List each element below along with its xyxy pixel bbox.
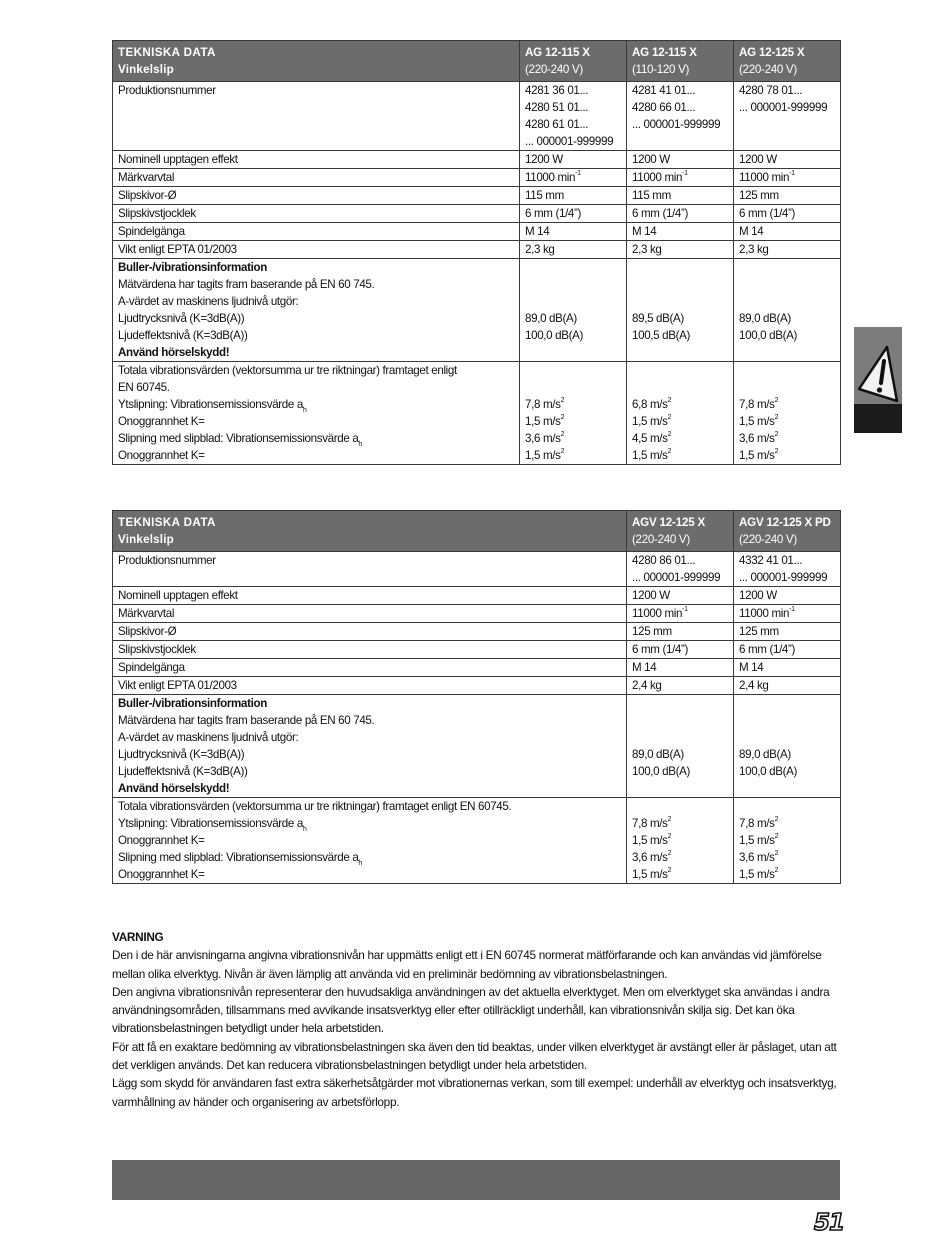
number: 3,6: [739, 432, 755, 445]
vib-value: 3,6 $m/s^2$: [739, 850, 779, 864]
cell-value: M 14: [734, 659, 841, 677]
cell-line: 100,0 dB(A): [632, 765, 691, 778]
uncertainty-label: Onoggrannhet K=: [118, 834, 205, 847]
unit: m/s: [756, 432, 775, 445]
vib-value: 1,5 $m/s^2$: [632, 448, 672, 462]
cell-line: ... 000001-999999: [739, 571, 828, 584]
cell-value: [627, 169, 734, 187]
row-label: Märkvarvtal: [113, 605, 627, 623]
vib-value: 1,5 $m/s^2$: [739, 833, 779, 847]
cell-line: 4280 86 01...: [632, 554, 696, 567]
row-label: Spindelgänga: [113, 659, 627, 677]
cell-value: [734, 82, 841, 151]
table-row-vibration: [113, 362, 841, 465]
cell-value: [627, 695, 734, 798]
cell-value: 6 mm (1/4”): [734, 205, 841, 223]
table-row: [113, 641, 841, 659]
table-row: [113, 151, 841, 169]
uncertainty-label: Onoggrannhet K=: [118, 415, 205, 428]
cutting-label: [118, 849, 621, 866]
row-label: Produktionsnummer: [113, 552, 627, 587]
unit: m/s: [649, 868, 668, 881]
cell-value: 6 mm (1/4”): [520, 205, 627, 223]
table-row: [113, 205, 841, 223]
cutting-label: [118, 430, 514, 447]
table-header-title: [113, 41, 520, 82]
speed-value: 11000 min: [739, 171, 790, 184]
row-label: Vikt enligt EPTA 01/2003: [113, 677, 627, 695]
cell-value: 6 mm (1/4”): [627, 205, 734, 223]
table-row: [113, 587, 841, 605]
row-label: Vikt enligt EPTA 01/2003: [113, 241, 520, 259]
cell-line: 100,0 dB(A): [739, 765, 798, 778]
warning-title: VARNING: [112, 930, 164, 944]
number: 7,8: [632, 817, 648, 830]
speed-value: 11000 min: [739, 607, 790, 620]
model-header: [627, 511, 734, 552]
speed-value: 11000 min: [525, 171, 576, 184]
cell-line: 4281 41 01...: [632, 84, 696, 97]
vibration-intro: EN 60745.: [118, 381, 170, 394]
noise-text: Mätvärdena har tagits fram baserande på EN 60 745.: [118, 278, 375, 291]
noise-title: Buller-/vibrationsinformation: [118, 697, 267, 710]
header-subtitle: Vinkelslip: [118, 533, 174, 546]
noise-text: A-värdet av maskinens ljudnivå utgör:: [118, 731, 299, 744]
number: 6,8: [632, 398, 648, 411]
cell-value: [627, 259, 734, 362]
vib-value: 7,8 $m/s^2$: [739, 397, 779, 411]
cell-value: 115 mm: [627, 187, 734, 205]
cell-line: 4280 78 01...: [739, 84, 803, 97]
label-text: Ytslipning: Vibrationsemissionsvärde a: [118, 817, 303, 830]
cell-value: 2,3 kg: [627, 241, 734, 259]
cell-value: [627, 605, 734, 623]
cell-value: 6 mm (1/4”): [734, 641, 841, 659]
row-label: [113, 259, 520, 362]
model-header: [520, 41, 627, 82]
model-header: [627, 41, 734, 82]
cell-line: 89,0 dB(A): [739, 312, 791, 325]
sound-power-label: Ljudeffektsnivå (K=3dB(A)): [118, 329, 248, 342]
number: 7,8: [525, 398, 541, 411]
unit: m/s: [649, 834, 668, 847]
subscript: h: [302, 826, 307, 833]
cell-value: [734, 259, 841, 362]
cell-value: 1200 W: [627, 151, 734, 169]
warning-triangle-icon: [857, 345, 899, 403]
number: 4,5: [632, 432, 648, 445]
table-row: [113, 82, 841, 151]
number: 1,5: [632, 834, 648, 847]
cell-line: 4281 36 01...: [525, 84, 589, 97]
table-header-title: [113, 511, 627, 552]
cell-value: [734, 362, 841, 465]
cell-value: [520, 362, 627, 465]
cell-line: 89,0 dB(A): [632, 748, 684, 761]
unit: m/s: [756, 398, 775, 411]
surface-grinding-label: [118, 396, 514, 413]
table-header-row: [113, 511, 841, 552]
cell-value: [734, 798, 841, 884]
vib-value: 7,8 $m/s^2$: [739, 816, 779, 830]
header-subtitle: Vinkelslip: [118, 63, 174, 76]
number: 1,5: [739, 415, 755, 428]
vib-value: 3,6 $m/s^2$: [632, 850, 672, 864]
unit-exponent: -1: [682, 170, 688, 177]
vib-value: 3,6 $m/s^2$: [739, 431, 779, 445]
vib-value: 1,5 $m/s^2$: [632, 867, 672, 881]
vibration-intro: Totala vibrationsvärden (vektorsumma ur tre riktningar) framtaget enligt EN 60745.: [118, 800, 512, 813]
unit: m/s: [542, 432, 561, 445]
cell-value: [734, 169, 841, 187]
sound-pressure-label: Ljudtrycksnivå (K=3dB(A)): [118, 748, 245, 761]
cell-line: 100,5 dB(A): [632, 329, 691, 342]
noise-title: Buller-/vibrationsinformation: [118, 261, 267, 274]
cell-value: 2,4 kg: [734, 677, 841, 695]
noise-text: Mätvärdena har tagits fram baserande på EN 60 745.: [118, 714, 375, 727]
unit-exponent: -1: [682, 606, 688, 613]
table-row: [113, 659, 841, 677]
number: 7,8: [739, 398, 755, 411]
cell-value: 2,3 kg: [520, 241, 627, 259]
table-row: [113, 169, 841, 187]
vibration-intro: Totala vibrationsvärden (vektorsumma ur tre riktningar) framtaget enligt: [118, 364, 457, 377]
cell-value: 2,4 kg: [627, 677, 734, 695]
vib-value: 1,5 $m/s^2$: [739, 448, 779, 462]
vib-value: 3,6 $m/s^2$: [525, 431, 565, 445]
hearing-protection-note: Använd hörselskydd!: [118, 782, 230, 795]
section-side-tab: [854, 327, 902, 433]
warning-paragraph: Den i de här anvisningarna angivna vibrationsnivån har uppmätts enligt ett i EN 60745 normerat mätförfarande och kan användas vid jämförelse mellan olika elverktyg. Nivån är även lämplig att använda vid en preliminär bedömning av vibrationsbelastningen.: [112, 948, 822, 981]
cell-value: 1200 W: [627, 587, 734, 605]
table-row: [113, 241, 841, 259]
cell-line: 89,0 dB(A): [739, 748, 791, 761]
cell-line: 4332 41 01...: [739, 554, 803, 567]
cell-line: ... 000001-999999: [632, 571, 721, 584]
row-label: [113, 695, 627, 798]
unit: m/s: [756, 817, 775, 830]
unit: m/s: [649, 851, 668, 864]
uncertainty-label: Onoggrannhet K=: [118, 449, 205, 462]
unit-exponent: -1: [575, 170, 581, 177]
model-voltage: (220-240 V): [739, 533, 797, 546]
number: 1,5: [525, 449, 541, 462]
cell-value: 1200 W: [734, 587, 841, 605]
model-header: [734, 41, 841, 82]
warning-paragraph: För att få en exaktare bedömning av vibrationsbelastningen ska även den tid beaktas, under vilken elverktyget är avstängt eller är påslaget, utan att det verkligen används. Det kan reducera vibrationsbelastningen betydligt under hela arbetstiden.: [112, 1039, 837, 1073]
cell-value: [520, 259, 627, 362]
model-voltage: (110-120 V): [632, 63, 690, 76]
subscript: h: [358, 441, 362, 448]
model-voltage: (220-240 V): [525, 63, 583, 76]
table-row: [113, 677, 841, 695]
sound-pressure-label: Ljudtrycksnivå (K=3dB(A)): [118, 312, 245, 325]
cell-value: [520, 169, 627, 187]
unit: m/s: [756, 851, 775, 864]
hearing-protection-note: Använd hörselskydd!: [118, 346, 230, 359]
cell-line: 4280 61 01...: [525, 118, 589, 131]
cell-line: 4280 66 01...: [632, 101, 696, 114]
cell-line: 89,0 dB(A): [525, 312, 577, 325]
model-name: AG 12-115 X: [525, 46, 590, 59]
row-label: Slipskivstjocklek: [113, 205, 520, 223]
table-row: [113, 187, 841, 205]
vib-value: 6,8 $m/s^2$: [632, 397, 672, 411]
noise-text: A-värdet av maskinens ljudnivå utgör:: [118, 295, 299, 308]
subscript: h: [302, 407, 307, 414]
row-label: Nominell upptagen effekt: [113, 151, 520, 169]
row-label: [113, 362, 520, 465]
cell-value: 2,3 kg: [734, 241, 841, 259]
cell-value: 125 mm: [627, 623, 734, 641]
warning-section: [112, 928, 842, 1111]
label-text: Ytslipning: Vibrationsemissionsvärde a: [118, 398, 303, 411]
row-label: Slipskivor-Ø: [113, 623, 627, 641]
unit: m/s: [649, 817, 668, 830]
unit: m/s: [649, 398, 668, 411]
vib-value: 1,5 $m/s^2$: [739, 867, 779, 881]
table-header-row: [113, 41, 841, 82]
unit: m/s: [649, 449, 668, 462]
row-label: Produktionsnummer: [113, 82, 520, 151]
table-row: [113, 623, 841, 641]
header-title: TEKNISKA DATA: [118, 516, 216, 529]
technical-data-table-1: [112, 40, 841, 465]
label-text: Slipning med slipblad: Vibrationsemissionsvärde a: [118, 432, 359, 445]
model-name: AG 12-115 X: [632, 46, 697, 59]
table-row: [113, 552, 841, 587]
number: 1,5: [739, 449, 755, 462]
cell-value: 1200 W: [734, 151, 841, 169]
cell-value: [627, 362, 734, 465]
cell-line: ... 000001-999999: [632, 118, 721, 131]
number: 1,5: [739, 834, 755, 847]
footer-bar: [112, 1160, 840, 1200]
page-number: 51: [814, 1210, 845, 1236]
cell-value: [520, 82, 627, 151]
unit: m/s: [542, 449, 561, 462]
cell-value: 125 mm: [734, 187, 841, 205]
vib-value: 1,5 $m/s^2$: [525, 448, 565, 462]
vib-value: 7,8 $m/s^2$: [525, 397, 565, 411]
number: 1,5: [632, 449, 648, 462]
unit: m/s: [756, 868, 775, 881]
vib-value: 1,5 $m/s^2$: [739, 414, 779, 428]
number: 7,8: [739, 817, 755, 830]
cell-value: [734, 695, 841, 798]
row-label: Märkvarvtal: [113, 169, 520, 187]
model-name: AGV 12-125 X PD: [739, 516, 831, 529]
cell-line: 100,0 dB(A): [739, 329, 798, 342]
table-row: [113, 223, 841, 241]
unit-exponent: -1: [789, 170, 795, 177]
number: 1,5: [632, 868, 648, 881]
unit: m/s: [756, 834, 775, 847]
vib-value: 1,5 $m/s^2$: [632, 414, 672, 428]
row-label: Nominell upptagen effekt: [113, 587, 627, 605]
cell-value: 6 mm (1/4”): [627, 641, 734, 659]
number: 1,5: [739, 868, 755, 881]
number: 3,6: [632, 851, 648, 864]
row-label: Slipskivstjocklek: [113, 641, 627, 659]
cell-value: M 14: [627, 223, 734, 241]
speed-value: 11000 min: [632, 171, 683, 184]
table-row-noise: [113, 259, 841, 362]
cell-line: ... 000001-999999: [525, 135, 614, 148]
table-row: [113, 605, 841, 623]
cell-value: [627, 552, 734, 587]
cell-value: 125 mm: [734, 623, 841, 641]
number: 3,6: [739, 851, 755, 864]
unit: m/s: [756, 415, 775, 428]
vib-value: 1,5 $m/s^2$: [632, 833, 672, 847]
unit-exponent: -1: [789, 606, 795, 613]
cell-value: M 14: [627, 659, 734, 677]
technical-data-table-2: [112, 510, 841, 884]
cell-value: [734, 605, 841, 623]
unit: m/s: [542, 398, 561, 411]
model-voltage: (220-240 V): [632, 533, 690, 546]
unit: m/s: [756, 449, 775, 462]
cell-value: [627, 798, 734, 884]
model-voltage: (220-240 V): [739, 63, 797, 76]
uncertainty-label: Onoggrannhet K=: [118, 868, 205, 881]
model-header: [734, 511, 841, 552]
cell-line: ... 000001-999999: [739, 101, 828, 114]
cell-value: 115 mm: [520, 187, 627, 205]
cell-value: [627, 82, 734, 151]
cell-value: M 14: [734, 223, 841, 241]
cell-line: 100,0 dB(A): [525, 329, 584, 342]
unit: m/s: [542, 415, 561, 428]
row-label: Slipskivor-Ø: [113, 187, 520, 205]
cell-value: [734, 552, 841, 587]
warning-paragraph: Den angivna vibrationsnivån representerar den huvudsakliga användningen av det aktuella elverktyget. Men om elverktyget ska användas i andra användningsområden, tillsammans med avvikande insatsverktyg eller efter otillräckligt underhåll, kan vibrationsnivån skilja sig. Det kan öka vibrationsbelastningen betydligt under hela arbetstiden.: [112, 984, 830, 1036]
surface-grinding-label: [118, 815, 621, 832]
subscript: h: [358, 860, 362, 867]
table-row-vibration: [113, 798, 841, 884]
unit: m/s: [649, 432, 668, 445]
sound-power-label: Ljudeffektsnivå (K=3dB(A)): [118, 765, 248, 778]
row-label: [113, 798, 627, 884]
vib-value: 1,5 $m/s^2$: [525, 414, 565, 428]
row-label: Spindelgänga: [113, 223, 520, 241]
vib-value: 4,5 $m/s^2$: [632, 431, 672, 445]
header-title: TEKNISKA DATA: [118, 46, 216, 59]
cell-value: M 14: [520, 223, 627, 241]
cell-value: 1200 W: [520, 151, 627, 169]
speed-value: 11000 min: [632, 607, 683, 620]
warning-paragraph: Lägg som skydd för användaren fast extra säkerhetsåtgärder mot vibrationernas verkan, som till exempel: underhåll av elverktyg och insatsverktyg, varmhållning av händer och organisering av arbetsförlopp.: [112, 1076, 837, 1109]
label-text: Slipning med slipblad: Vibrationsemissionsvärde a: [118, 851, 359, 864]
cell-line: 4280 51 01...: [525, 101, 589, 114]
model-name: AG 12-125 X: [739, 46, 805, 59]
number: 1,5: [525, 415, 541, 428]
vib-value: 7,8 $m/s^2$: [632, 816, 672, 830]
cell-line: 89,5 dB(A): [632, 312, 684, 325]
model-name: AGV 12-125 X: [632, 516, 705, 529]
number: 3,6: [525, 432, 541, 445]
unit: m/s: [649, 415, 668, 428]
number: 1,5: [632, 415, 648, 428]
table-row-noise: [113, 695, 841, 798]
